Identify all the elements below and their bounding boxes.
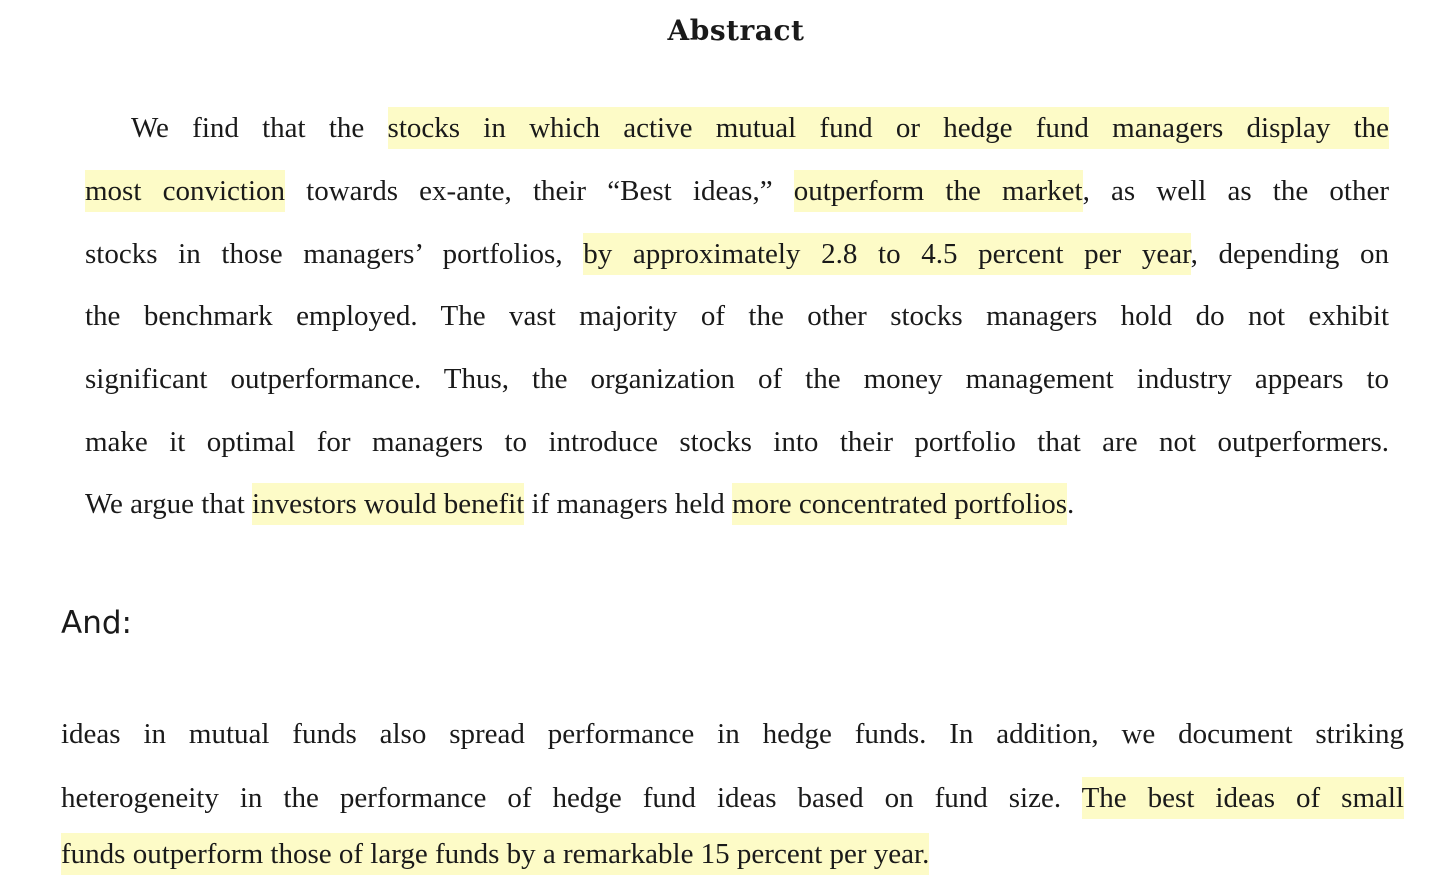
text-run: ideas in mutual funds also spread performance in hedge funds. In addition, we document striking — [61, 718, 1404, 750]
highlighted-text: by approximately 2.8 to 4.5 percent per year — [583, 233, 1190, 275]
highlighted-text: investors would benefit — [252, 483, 524, 525]
text-run: We argue that — [85, 488, 253, 520]
abstract-line — [85, 481, 1389, 527]
text-run: . — [1067, 488, 1075, 520]
text-run: make it optimal for managers to introduce stocks into their portfolio that are not outperformers. — [85, 426, 1389, 458]
excerpt-line — [61, 711, 1404, 757]
text-run: , depending on — [1190, 238, 1389, 270]
text-run: stocks in those managers’ portfolios, — [85, 238, 584, 270]
abstract-line — [85, 356, 1389, 402]
abstract-line — [85, 168, 1389, 214]
excerpt-line — [61, 831, 1404, 877]
abstract-line — [85, 293, 1389, 339]
abstract-line — [85, 419, 1389, 465]
highlighted-text: more concentrated portfolios — [732, 483, 1067, 525]
connector-label: And: — [61, 605, 132, 641]
highlighted-text: outperform the market — [794, 170, 1083, 212]
text-run: We find that the — [131, 112, 388, 144]
highlighted-text: stocks in which active mutual fund or hedge fund managers display the — [388, 107, 1389, 149]
text-run: the benchmark employed. The vast majority of the other stocks managers hold do not exhibit — [85, 300, 1389, 332]
highlighted-text: The best ideas of small — [1082, 777, 1404, 819]
text-run: , as well as the other — [1082, 175, 1389, 207]
abstract-line — [85, 231, 1389, 277]
abstract-line — [131, 105, 1389, 151]
abstract-heading: Abstract — [667, 14, 805, 47]
text-run: if managers held — [524, 488, 733, 520]
highlighted-text: funds outperform those of large funds by a remarkable 15 percent per year. — [61, 833, 929, 875]
text-run: towards ex-ante, their “Best ideas,” — [285, 175, 794, 207]
excerpt-line — [61, 775, 1404, 821]
highlighted-text: most conviction — [85, 170, 285, 212]
text-run: significant outperformance. Thus, the organization of the money management industry appears to — [85, 363, 1389, 395]
text-run: heterogeneity in the performance of hedge fund ideas based on fund size. — [61, 782, 1082, 814]
